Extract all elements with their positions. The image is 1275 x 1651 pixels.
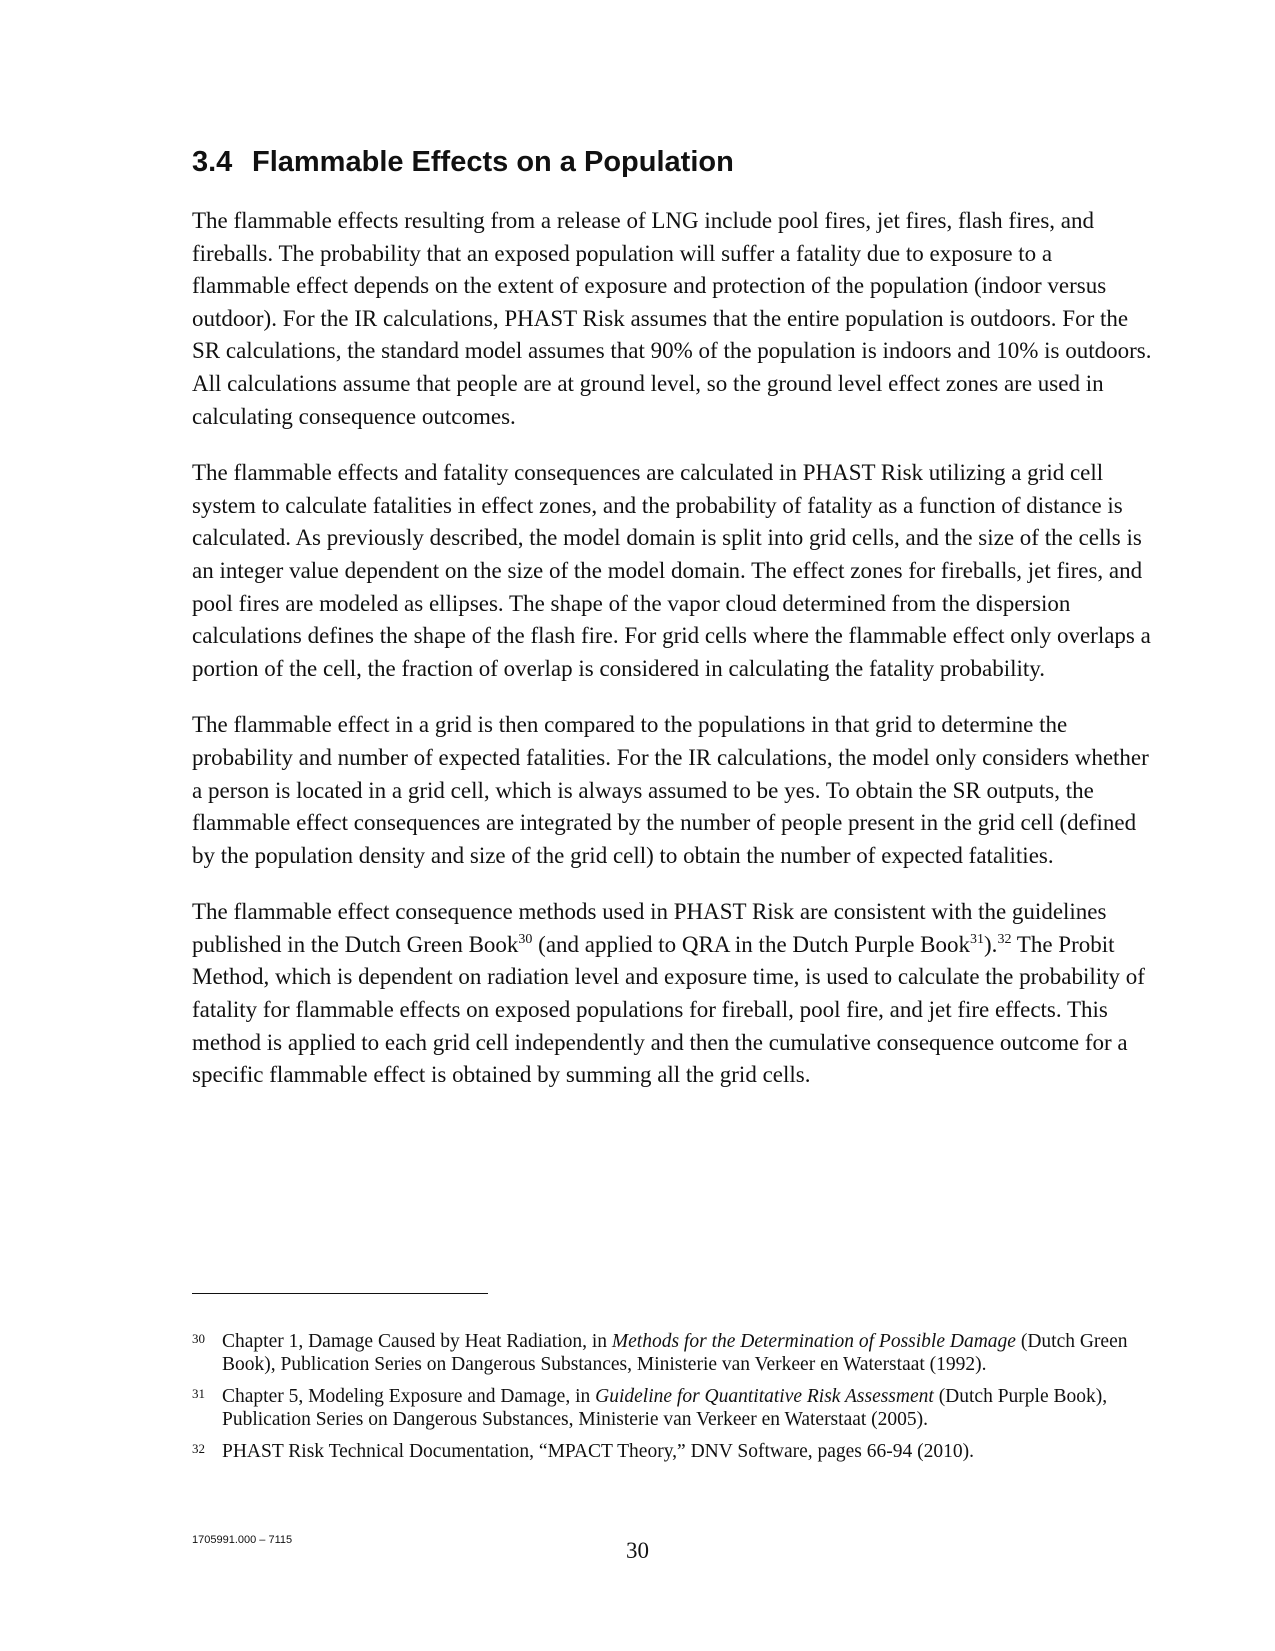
footnote-text-pre: Chapter 5, Modeling Exposure and Damage, in: [222, 1386, 596, 1407]
paragraph-4-part-4: The Probit Method, which is dependent on radiation level and exposure time, is used to calculate the probability of fatality for flammable effects on exposed populations for fireball, pool fire, and jet fire effects. This method is applied to each grid cell independently and then the cumulative consequence outcome for a specific flammable effect is obtained by summing all the grid cells.: [192, 931, 1145, 1088]
footnote-mark: 31: [192, 1386, 205, 1401]
footnotes: [192, 1330, 1152, 1472]
footnote-ref-32[interactable]: 32: [997, 931, 1012, 947]
footnote-text: PHAST Risk Technical Documentation, “MPACT Theory,” DNV Software, pages 66-94 (2010).: [222, 1441, 975, 1462]
footnote-31: [192, 1385, 1152, 1431]
footnote-text-post: (Dutch Green Book), Publication Series on Dangerous Substances, Ministerie van Verkeer en Waterstaat (1992).: [222, 1331, 1128, 1375]
footnote-32: [192, 1440, 1152, 1463]
paragraph-4-part-2: (and applied to QRA in the Dutch Purple Book: [532, 931, 971, 957]
footnote-source-title: Guideline for Quantitative Risk Assessment: [595, 1386, 934, 1407]
footnote-ref-31[interactable]: 31: [970, 931, 985, 947]
body-text: [192, 205, 1152, 1116]
paragraph-2: The flammable effects and fatality consequences are calculated in PHAST Risk utilizing a grid cell system to calculate fatalities in effect zones, and the probability of fatality as a function of distance is calculated. As previously described, the model domain is split into grid cells, and the size of the cells is an integer value dependent on the size of the model domain. The effect zones for fireballs, jet fires, and pool fires are modeled as ellipses. The shape of the vapor cloud determined from the dispersion calculations defines the shape of the flash fire. For grid cells where the flammable effect only overlaps a portion of the cell, the fraction of overlap is considered in calculating the fatality probability.: [192, 460, 1151, 681]
footnote-text-pre: Chapter 1, Damage Caused by Heat Radiation, in: [222, 1331, 612, 1352]
section-title: Flammable Effects on a Population: [252, 146, 734, 178]
paragraph-3: The flammable effect in a grid is then compared to the populations in that grid to determine the probability and number of expected fatalities. For the IR calculations, the model only considers whether a person is located in a grid cell, which is always assumed to be yes. To obtain the SR outputs, the flammable effect consequences are integrated by the number of people present in the grid cell (defined by the population density and size of the grid cell) to obtain the number of expected fatalities.: [192, 712, 1149, 868]
paragraph-4-part-1: The flammable effect consequence methods used in PHAST Risk are consistent with the guidelines published in the Dutch Green Book: [192, 899, 1107, 957]
footnote-separator: [192, 1293, 488, 1294]
document-id: 1705991.000 – 7115: [192, 1534, 293, 1546]
footnote-ref-30[interactable]: 30: [518, 931, 533, 947]
section-heading: [192, 146, 734, 179]
page-number: 30: [626, 1538, 649, 1563]
paragraph-4-part-3: ).: [984, 931, 998, 957]
paragraph-4: [192, 896, 1152, 1092]
footnote-mark: 30: [192, 1331, 205, 1346]
footnote-text-post: (Dutch Purple Book), Publication Series on Dangerous Substances, Ministerie van Verkeer en Waterstaat (2005).: [222, 1386, 1108, 1430]
paragraph-1: The flammable effects resulting from a release of LNG include pool fires, jet fires, flash fires, and fireballs. The probability that an exposed population will suffer a fatality due to exposure to a flammable effect depends on the extent of exposure and protection of the population (indoor versus outdoor). For the IR calculations, PHAST Risk assumes that the entire population is outdoors. For the SR calculations, the standard model assumes that 90% of the population is indoors and 10% is outdoors. All calculations assume that people are at ground level, so the ground level effect zones are used in calculating consequence outcomes.: [192, 208, 1152, 429]
footnote-30: [192, 1330, 1152, 1376]
footnote-source-title: Methods for the Determination of Possible Damage: [611, 1331, 1016, 1352]
section-number: 3.4: [192, 146, 233, 178]
footnote-mark: 32: [192, 1441, 205, 1456]
